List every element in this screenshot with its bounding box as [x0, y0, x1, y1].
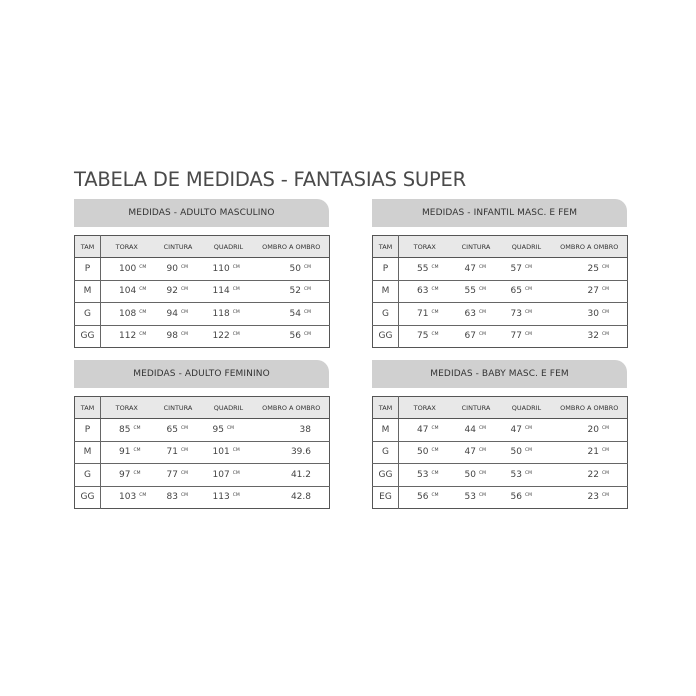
measurement-cell	[502, 419, 552, 442]
measurement-cell	[451, 441, 502, 464]
unit-label: CM	[601, 264, 609, 270]
unit-label: CM	[431, 493, 439, 499]
measurement-cell	[101, 486, 153, 509]
cell-value: G	[84, 308, 91, 319]
cell-value: 122	[212, 331, 230, 342]
table-row	[75, 486, 330, 509]
cell-value: 75	[417, 331, 429, 342]
cell-value: 73	[510, 308, 522, 319]
unit-label: CM	[478, 309, 486, 315]
measurement-cell	[204, 464, 254, 487]
unit-label: CM	[601, 493, 609, 499]
table-row	[373, 258, 628, 281]
measurement-cell	[101, 441, 153, 464]
cell-value: 21	[587, 447, 599, 458]
column-header: QUADRIL	[204, 397, 254, 419]
unit-label: CM	[232, 332, 240, 338]
measurement-cell	[101, 419, 153, 442]
cell-value: 47	[510, 424, 522, 435]
cell-value: 118	[212, 308, 230, 319]
measurement-cell	[552, 464, 628, 487]
cell-value: 101	[212, 447, 230, 458]
measurement-table	[74, 235, 330, 348]
cell-value: 107	[212, 469, 230, 480]
measurement-cell	[153, 441, 204, 464]
size-cell	[373, 258, 399, 281]
cell-value: 95	[212, 424, 224, 435]
unit-label: CM	[232, 448, 240, 454]
measurement-cell	[153, 419, 204, 442]
cell-value: 65	[510, 286, 522, 297]
cell-value: 53	[464, 492, 476, 503]
cell-value: P	[84, 424, 91, 435]
table-row	[75, 464, 330, 487]
unit-label: CM	[478, 264, 486, 270]
cell-value: GG	[80, 331, 95, 342]
cell-value: 50	[289, 263, 301, 274]
column-header: TORAX	[101, 397, 153, 419]
unit-label: CM	[431, 470, 439, 476]
column-header: CINTURA	[153, 236, 204, 258]
unit-label: CM	[180, 309, 188, 315]
unit-label: CM	[180, 264, 188, 270]
measurement-cell	[399, 486, 451, 509]
cell-value: 85	[119, 424, 131, 435]
cell-value: 39.6	[290, 447, 311, 458]
cell-value: 56	[417, 492, 429, 503]
cell-value: 41.2	[290, 469, 311, 480]
unit-label: CM	[478, 493, 486, 499]
measurement-cell	[153, 303, 204, 326]
cell-value: 30	[587, 308, 599, 319]
cell-value: 97	[119, 469, 131, 480]
measurement-cell	[101, 464, 153, 487]
unit-label: CM	[139, 264, 147, 270]
table-block-baby	[372, 360, 627, 509]
measurement-cell	[451, 464, 502, 487]
size-cell	[75, 464, 101, 487]
cell-value: 71	[166, 447, 178, 458]
cell-value: 56	[510, 492, 522, 503]
cell-value: 77	[166, 469, 178, 480]
measurement-cell	[502, 464, 552, 487]
cell-value: GG	[378, 331, 393, 342]
size-cell	[75, 280, 101, 303]
cell-value: 113	[212, 492, 230, 503]
cell-value: 25	[587, 263, 599, 274]
size-cell	[373, 280, 399, 303]
column-header: OMBRO A OMBRO	[552, 397, 628, 419]
unit-label: CM	[431, 332, 439, 338]
measurement-cell	[153, 325, 204, 348]
unit-label: CM	[524, 493, 532, 499]
size-cell	[75, 303, 101, 326]
table-heading: MEDIDAS - INFANTIL MASC. E FEM	[372, 199, 627, 227]
unit-label: CM	[601, 287, 609, 293]
unit-label: CM	[478, 470, 486, 476]
unit-label: CM	[180, 332, 188, 338]
measurement-cell	[153, 464, 204, 487]
cell-value: 71	[417, 308, 429, 319]
table-row	[75, 258, 330, 281]
table-row	[75, 280, 330, 303]
size-cell	[373, 464, 399, 487]
cell-value: 92	[166, 286, 178, 297]
measurement-cell	[502, 441, 552, 464]
unit-label: CM	[232, 287, 240, 293]
measurement-cell	[399, 280, 451, 303]
cell-value: 47	[417, 424, 429, 435]
table-row	[373, 303, 628, 326]
unit-label: CM	[524, 448, 532, 454]
size-cell	[373, 441, 399, 464]
unit-label: CM	[478, 332, 486, 338]
measurement-cell	[552, 303, 628, 326]
measurement-cell	[254, 258, 330, 281]
column-header: TAM	[373, 397, 399, 419]
table-header-row	[75, 397, 330, 419]
unit-label: CM	[133, 425, 141, 431]
cell-value: 27	[587, 286, 599, 297]
table-block-infantil	[372, 199, 627, 348]
measurement-cell	[254, 441, 330, 464]
measurement-cell	[399, 303, 451, 326]
cell-value: 100	[119, 263, 137, 274]
column-header: QUADRIL	[204, 236, 254, 258]
cell-value: GG	[378, 469, 393, 480]
unit-label: CM	[232, 493, 240, 499]
measurement-cell	[451, 303, 502, 326]
measurement-cell	[451, 419, 502, 442]
column-header: QUADRIL	[502, 236, 552, 258]
table-header-row	[373, 236, 628, 258]
cell-value: 108	[119, 308, 137, 319]
cell-value: 42.8	[290, 492, 311, 503]
measurement-cell	[153, 280, 204, 303]
cell-value: 47	[464, 447, 476, 458]
measurement-cell	[254, 325, 330, 348]
column-header: TORAX	[101, 236, 153, 258]
unit-label: CM	[232, 264, 240, 270]
table-row	[373, 486, 628, 509]
cell-value: 112	[119, 331, 137, 342]
table-row	[75, 303, 330, 326]
measurement-cell	[254, 486, 330, 509]
table-heading: MEDIDAS - BABY MASC. E FEM	[372, 360, 627, 388]
cell-value: 83	[166, 492, 178, 503]
cell-value: M	[83, 447, 92, 458]
unit-label: CM	[180, 448, 188, 454]
measurement-table	[74, 396, 330, 509]
cell-value: M	[381, 286, 390, 297]
cell-value: 114	[212, 286, 230, 297]
measurement-cell	[451, 486, 502, 509]
cell-value: 50	[464, 469, 476, 480]
cell-value: 103	[119, 492, 137, 503]
unit-label: CM	[139, 287, 147, 293]
unit-label: CM	[478, 287, 486, 293]
measurement-cell	[451, 258, 502, 281]
cell-value: 22	[587, 469, 599, 480]
cell-value: 77	[510, 331, 522, 342]
measurement-cell	[502, 303, 552, 326]
size-cell	[75, 258, 101, 281]
measurement-cell	[101, 280, 153, 303]
unit-label: CM	[180, 493, 188, 499]
cell-value: 91	[119, 447, 131, 458]
measurement-cell	[502, 258, 552, 281]
cell-value: P	[382, 263, 389, 274]
unit-label: CM	[524, 332, 532, 338]
unit-label: CM	[180, 425, 188, 431]
cell-value: 55	[417, 263, 429, 274]
table-header-row	[75, 236, 330, 258]
cell-value: 67	[464, 331, 476, 342]
measurement-cell	[451, 325, 502, 348]
table-row	[373, 464, 628, 487]
measurement-cell	[204, 303, 254, 326]
column-header: QUADRIL	[502, 397, 552, 419]
table-row	[75, 325, 330, 348]
cell-value: G	[382, 308, 389, 319]
cell-value: 50	[510, 447, 522, 458]
unit-label: CM	[601, 470, 609, 476]
cell-value: 56	[289, 331, 301, 342]
measurement-cell	[254, 464, 330, 487]
cell-value: M	[83, 286, 92, 297]
unit-label: CM	[524, 470, 532, 476]
unit-label: CM	[133, 470, 141, 476]
measurement-cell	[204, 258, 254, 281]
unit-label: CM	[139, 332, 147, 338]
unit-label: CM	[303, 264, 311, 270]
unit-label: CM	[524, 309, 532, 315]
size-cell	[75, 441, 101, 464]
column-header: TORAX	[399, 397, 451, 419]
unit-label: CM	[601, 425, 609, 431]
measurement-cell	[254, 303, 330, 326]
cell-value: 44	[464, 424, 476, 435]
table-row	[75, 441, 330, 464]
column-header: CINTURA	[153, 397, 204, 419]
cell-value: P	[84, 263, 91, 274]
cell-value: 54	[289, 308, 301, 319]
measurement-cell	[552, 486, 628, 509]
measurement-cell	[399, 258, 451, 281]
table-block-adulto-masculino	[74, 199, 329, 348]
unit-label: CM	[139, 493, 147, 499]
column-header: OMBRO A OMBRO	[552, 236, 628, 258]
measurement-cell	[204, 486, 254, 509]
size-cell	[373, 419, 399, 442]
cell-value: 90	[166, 263, 178, 274]
size-cell	[75, 486, 101, 509]
cell-value: 52	[289, 286, 301, 297]
cell-value: 55	[464, 286, 476, 297]
measurement-cell	[552, 325, 628, 348]
column-header: OMBRO A OMBRO	[254, 236, 330, 258]
cell-value: 57	[510, 263, 522, 274]
measurement-cell	[101, 303, 153, 326]
cell-value: 50	[417, 447, 429, 458]
table-heading: MEDIDAS - ADULTO MASCULINO	[74, 199, 329, 227]
measurement-cell	[399, 464, 451, 487]
column-header: TAM	[75, 236, 101, 258]
measurement-cell	[254, 280, 330, 303]
unit-label: CM	[601, 448, 609, 454]
measurement-cell	[552, 441, 628, 464]
unit-label: CM	[303, 309, 311, 315]
measurement-cell	[101, 325, 153, 348]
column-header: CINTURA	[451, 236, 502, 258]
cell-value: GG	[80, 492, 95, 503]
measurement-cell	[502, 325, 552, 348]
cell-value: 23	[587, 492, 599, 503]
cell-value: 63	[417, 286, 429, 297]
table-block-adulto-feminino	[74, 360, 329, 509]
unit-label: CM	[139, 309, 147, 315]
table-row	[75, 419, 330, 442]
unit-label: CM	[226, 425, 234, 431]
measurement-cell	[552, 419, 628, 442]
measurement-cell	[399, 325, 451, 348]
table-header-row	[373, 397, 628, 419]
size-cell	[373, 303, 399, 326]
unit-label: CM	[431, 425, 439, 431]
unit-label: CM	[303, 287, 311, 293]
unit-label: CM	[431, 264, 439, 270]
size-cell	[373, 486, 399, 509]
table-row	[373, 441, 628, 464]
cell-value: G	[84, 469, 91, 480]
unit-label: CM	[133, 448, 141, 454]
column-header: OMBRO A OMBRO	[254, 397, 330, 419]
unit-label: CM	[180, 287, 188, 293]
size-cell	[75, 419, 101, 442]
cell-value: 53	[417, 469, 429, 480]
measurement-cell	[552, 258, 628, 281]
cell-value: 65	[166, 424, 178, 435]
unit-label: CM	[524, 425, 532, 431]
cell-value: 110	[212, 263, 230, 274]
column-header: TAM	[373, 236, 399, 258]
measurement-cell	[204, 325, 254, 348]
table-row	[373, 419, 628, 442]
measurement-cell	[502, 280, 552, 303]
unit-label: CM	[232, 309, 240, 315]
measurement-table	[372, 396, 628, 509]
cell-value: 32	[587, 331, 599, 342]
measurement-cell	[399, 419, 451, 442]
unit-label: CM	[478, 425, 486, 431]
cell-value: 38	[299, 424, 311, 435]
unit-label: CM	[601, 332, 609, 338]
size-cell	[75, 325, 101, 348]
measurement-cell	[153, 486, 204, 509]
unit-label: CM	[601, 309, 609, 315]
unit-label: CM	[524, 287, 532, 293]
measurement-cell	[254, 419, 330, 442]
measurement-cell	[502, 486, 552, 509]
cell-value: G	[382, 447, 389, 458]
measurement-cell	[101, 258, 153, 281]
column-header: CINTURA	[451, 397, 502, 419]
cell-value: 94	[166, 308, 178, 319]
size-cell	[373, 325, 399, 348]
table-row	[373, 325, 628, 348]
measurement-cell	[552, 280, 628, 303]
measurement-table	[372, 235, 628, 348]
unit-label: CM	[431, 448, 439, 454]
measurement-cell	[153, 258, 204, 281]
unit-label: CM	[431, 309, 439, 315]
unit-label: CM	[524, 264, 532, 270]
unit-label: CM	[180, 470, 188, 476]
measurement-cell	[451, 280, 502, 303]
unit-label: CM	[232, 470, 240, 476]
unit-label: CM	[478, 448, 486, 454]
measurement-cell	[399, 441, 451, 464]
page-title: TABELA DE MEDIDAS - FANTASIAS SUPER	[74, 168, 466, 191]
cell-value: 20	[587, 424, 599, 435]
table-row	[373, 280, 628, 303]
cell-value: 104	[119, 286, 137, 297]
measurement-cell	[204, 419, 254, 442]
unit-label: CM	[303, 332, 311, 338]
cell-value: 63	[464, 308, 476, 319]
column-header: TORAX	[399, 236, 451, 258]
column-header: TAM	[75, 397, 101, 419]
cell-value: M	[381, 424, 390, 435]
cell-value: 47	[464, 263, 476, 274]
unit-label: CM	[431, 287, 439, 293]
measurement-cell	[204, 280, 254, 303]
table-heading: MEDIDAS - ADULTO FEMININO	[74, 360, 329, 388]
measurement-cell	[204, 441, 254, 464]
cell-value: 98	[166, 331, 178, 342]
cell-value: 53	[510, 469, 522, 480]
cell-value: EG	[379, 492, 392, 503]
